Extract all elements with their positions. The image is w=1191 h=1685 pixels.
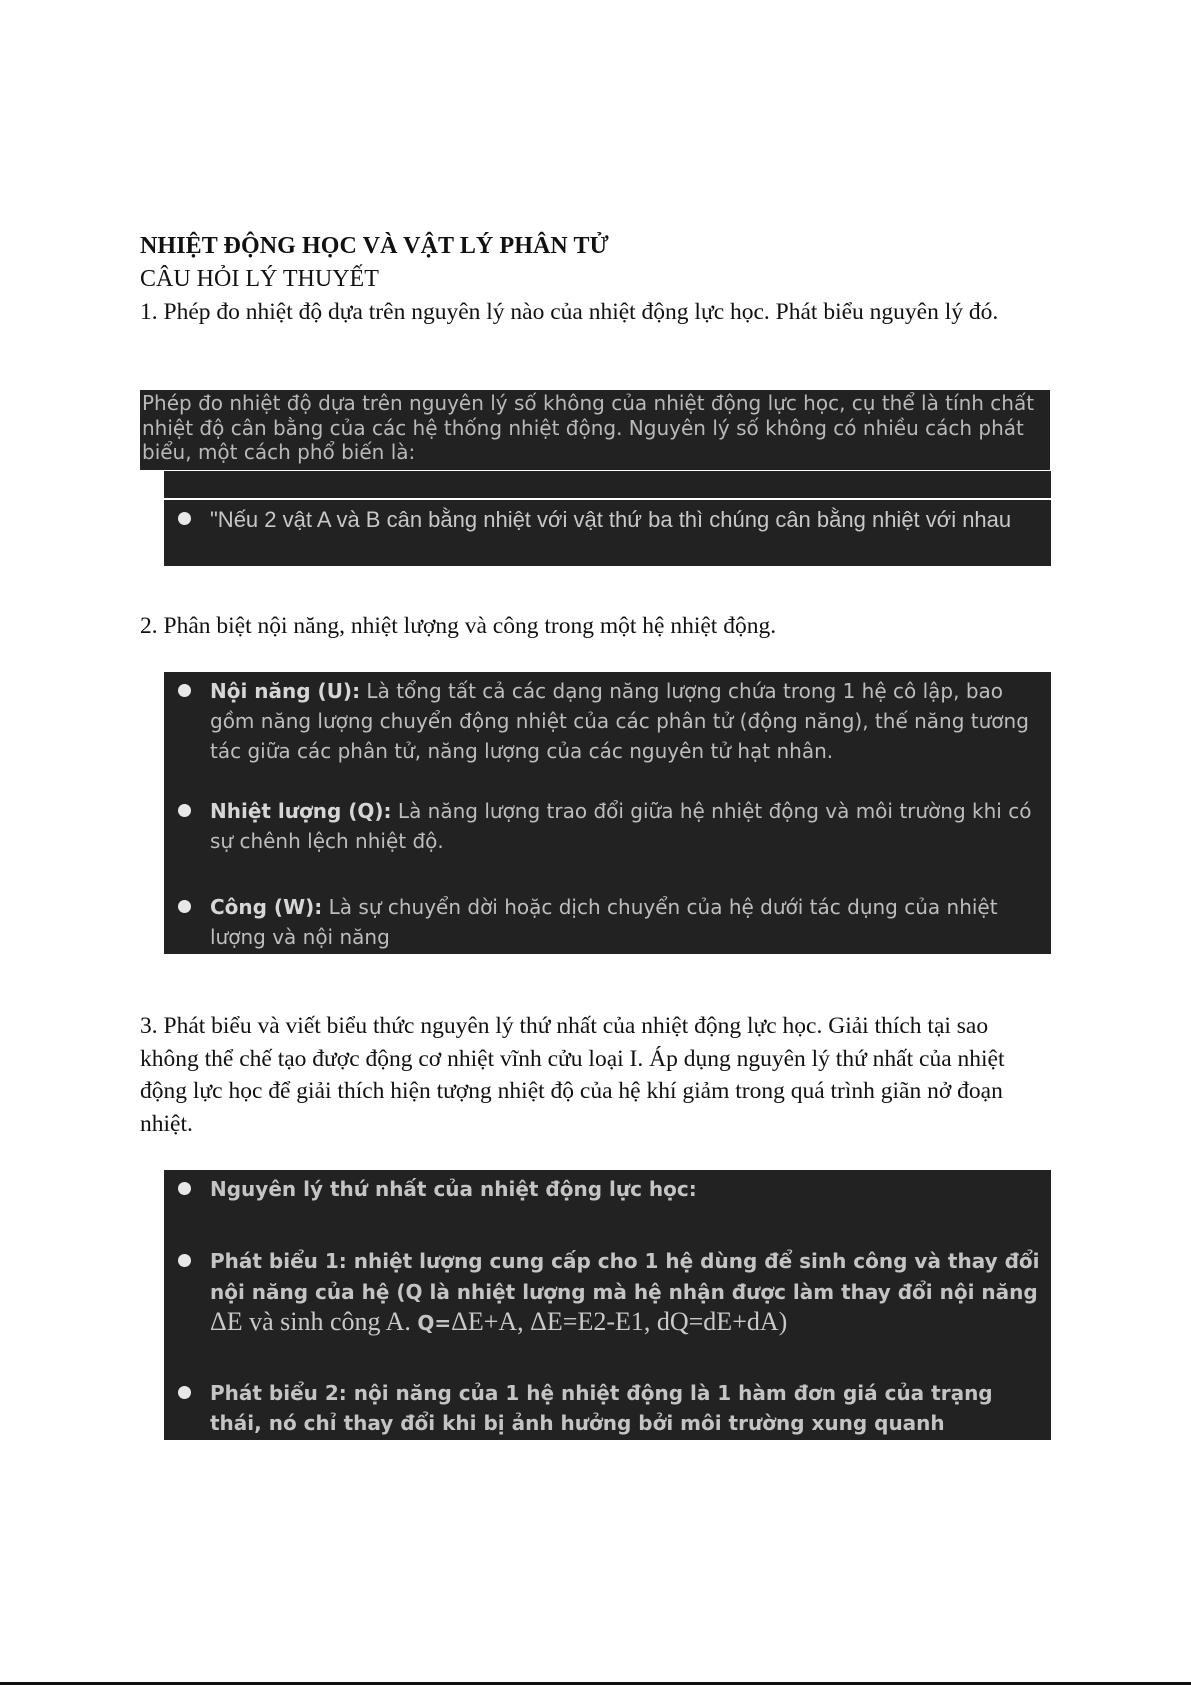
answer-3-item-heading xyxy=(164,1170,1051,1212)
bullet-icon xyxy=(178,1254,191,1267)
statement-1-formula-a: ΔE và sinh công A. xyxy=(210,1307,418,1336)
answer-2-item-internal-energy xyxy=(164,672,1051,764)
question-3: 3. Phát biểu và viết biểu thức nguyên lý thứ nhất của nhiệt động lực học. Giải thích tại sao không thể chế tạo được động cơ nhiệt vĩnh cửu loại I. Áp dụng nguyên lý thứ nhất của nhiệt động lực học để giải thích hiện tượng nhiệt độ của hệ khí giảm trong quá trình giãn nở đoạn nhiệt. xyxy=(140,1013,1005,1137)
statement-1-text: Phát biểu 1: nhiệt lượng cung cấp cho 1 hệ dùng để sinh công và thay đổi nội năng của hệ (Q là nhiệt lượng mà hệ nhận được làm thay đổi nội năng xyxy=(210,1249,1040,1304)
answer-3-divider-strip xyxy=(164,1344,1051,1374)
statement-2-text: Phát biểu 2: nội năng của 1 hệ nhiệt động là 1 hàm đơn giá của trạng thái, nó chỉ thay đổi khi bị ảnh hưởng bởi môi trường xung quanh xyxy=(210,1381,993,1435)
answer-2-divider-strip xyxy=(164,764,1051,792)
answer-3-divider-strip xyxy=(164,1212,1051,1242)
answer-3-item-statement-2 xyxy=(164,1374,1051,1440)
answer-1-bullet-text: "Nếu 2 vật A và B cân bằng nhiệt với vật thứ ba thì chúng cân bằng nhiệt với nhau xyxy=(210,507,1012,532)
answer-3-item-statement-1 xyxy=(164,1242,1051,1344)
bullet-icon xyxy=(178,1386,191,1399)
document-title: NHIỆT ĐỘNG HỌC VÀ VẬT LÝ PHÂN TỬ xyxy=(140,233,609,259)
term-definition: Là sự chuyển dời hoặc dịch chuyển của hệ dưới tác dụng của nhiệt lượng và nội năng xyxy=(210,895,998,949)
bullet-icon xyxy=(178,900,191,913)
bullet-icon xyxy=(178,512,191,525)
answer-3-heading-text: Nguyên lý thứ nhất của nhiệt động lực học: xyxy=(210,1177,697,1201)
term-label: Công (W): xyxy=(210,895,323,919)
term-definition: Là năng lượng trao đổi giữa hệ nhiệt động và môi trường khi có sự chênh lệch nhiệt độ. xyxy=(210,799,1032,853)
bullet-icon xyxy=(178,804,191,817)
answer-2-item-work xyxy=(164,888,1051,954)
document-subtitle: CÂU HỎI LÝ THUYẾT xyxy=(140,266,379,292)
answer-1-bullet xyxy=(164,500,1051,566)
answer-2-divider-strip xyxy=(164,856,1051,888)
term-definition: Là tổng tất cả các dạng năng lượng chứa trong 1 hệ cô lập, bao gồm năng lượng chuyển động nhiệt của các phân tử (động năng), thế năng tương tác giữa các phân tử, năng lượng của các nguyên tử hạt nhân. xyxy=(210,679,1029,763)
bullet-icon xyxy=(178,1182,191,1195)
statement-1-q: Q= xyxy=(417,1311,452,1335)
question-2: 2. Phân biệt nội năng, nhiệt lượng và công trong một hệ nhiệt động. xyxy=(140,613,777,639)
question-1: 1. Phép đo nhiệt độ dựa trên nguyên lý nào của nhiệt động lực học. Phát biểu nguyên lý đó. xyxy=(140,299,999,325)
answer-1-divider-strip xyxy=(164,471,1051,498)
bullet-icon xyxy=(178,684,191,697)
answer-2-item-heat xyxy=(164,792,1051,856)
term-label: Nội năng (U): xyxy=(210,679,361,703)
term-label: Nhiệt lượng (Q): xyxy=(210,799,392,823)
statement-1-formula-b: ΔE+A, ΔE=E2-E1, dQ=dE+dA) xyxy=(451,1307,788,1336)
answer-1-paragraph: Phép đo nhiệt độ dựa trên nguyên lý số không của nhiệt động lực học, cụ thể là tính chất nhiệt độ cân bằng của các hệ thống nhiệt động. Nguyên lý số không có nhiều cách phát biểu, một cách phổ biến là: xyxy=(140,390,1050,470)
